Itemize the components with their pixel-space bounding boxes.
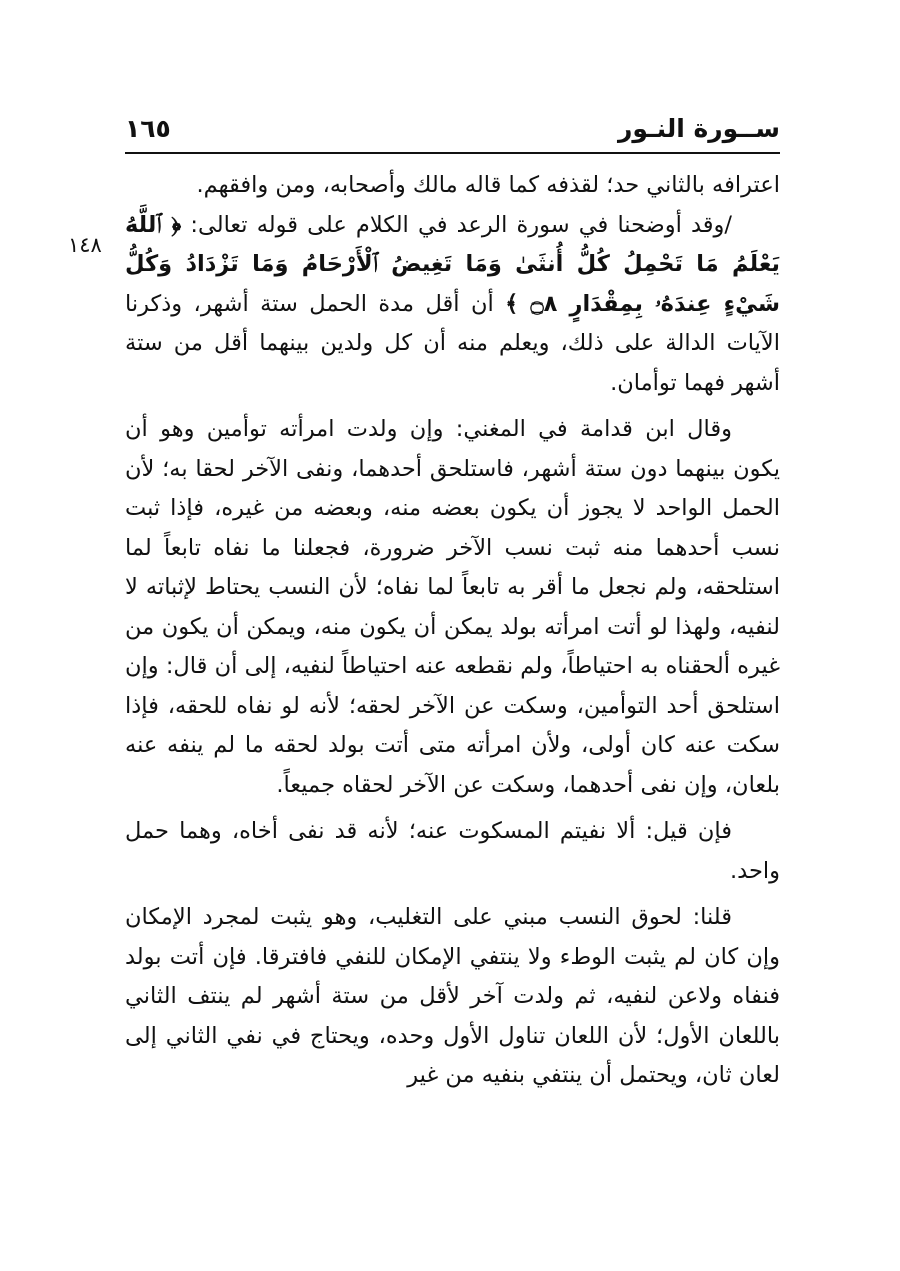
paragraph-3: وقال ابن قدامة في المغني: وإن ولدت امرأته توأمين وهو أن يكون بينهما دون ستة أشهر، فاستلحق أحدهما، ونفى الآخر لحقا به؛ لأن الحمل الواحد لا يجوز أن يكون بعضه منه، وبعضه من غيره، فإذا ثبت نسب أحدهما منه ثبت نسب الآخر ضرورة، فجعلنا ما نفاه تابعاً لما استلحقه، ولم نجعل ما أقر به تابعاً لما نفاه؛ لأن النسب يحتاط لإثباته لا لنفيه، ولهذا لو أتت امرأته بولد يمكن أن يكون منه، ويمكن أن يكون من غيره ألحقناه به احتياطاً، ولم نقطعه عنه احتياطاً لنفيه، إلى أن قال: وإن استلحق أحد التوأمين، وسكت عن الآخر لحقه؛ لأنه لو نفاه للحقه، فإذا سكت عنه كان أولى، ولأن امرأته متى أتت بولد لحقه ما لم ينفه عنه بلعان، وإن نفى أحدهما، وسكت عن الآخر لحقاه جميعاً.: [125, 416, 780, 798]
paragraph-4: فإن قيل: ألا نفيتم المسكوت عنه؛ لأنه قد نفى أخاه، وهما حمل واحد.: [125, 818, 780, 884]
paragraph-5: قلنا: لحوق النسب مبني على التغليب، وهو يثبت لمجرد الإمكان وإن كان لم يثبت الوطء ولا ينتفي الإمكان للنفي فافترقا. فإن أتت بولد فنفاه ولاعن لنفيه، ثم ولدت آخر لأقل من ستة أشهر لم ينتف الثاني باللعان الأول؛ لأن اللعان تناول الأول وحده، ويحتاج في نفي الثاني إلى لعان ثان، ويحتمل أن ينتفي بنفيه من غير: [125, 904, 780, 1088]
page-number: ١٦٥: [125, 114, 171, 143]
page-break-marker: /: [724, 211, 733, 238]
page-header: [125, 108, 780, 152]
paragraph-2: [125, 206, 780, 404]
paragraph-1: اعترافه بالثاني حد؛ لقذفه كما قاله مالك وأصحابه، ومن وافقهم.: [196, 172, 780, 198]
paragraph-2-rest: أن أقل مدة الحمل ستة أشهر، وذكرنا الآيات الدالة على ذلك، ويعلم منه أن كل ولدين بينهما أقل من ستة أشهر فهما توأمان.: [125, 290, 780, 396]
header-divider: [125, 152, 780, 154]
running-title: ســورة النـور: [618, 114, 780, 143]
quran-verse: ﴿ ٱللَّهُ يَعْلَمُ مَا تَحْمِلُ كُلُّ أُنثَىٰ وَمَا تَغِيضُ ٱلْأَرْحَامُ وَمَا تَزْدَادُ وَكُلُّ شَيْءٍ عِندَهُۥ بِمِقْدَارٍ ۝٨ ﴾: [125, 211, 780, 317]
main-text: [125, 166, 780, 1096]
paragraph-2-intro: وقد أوضحنا في سورة الرعد في الكلام على قوله تعالى:: [190, 211, 725, 238]
margin-page-reference: ١٤٨: [68, 233, 102, 257]
